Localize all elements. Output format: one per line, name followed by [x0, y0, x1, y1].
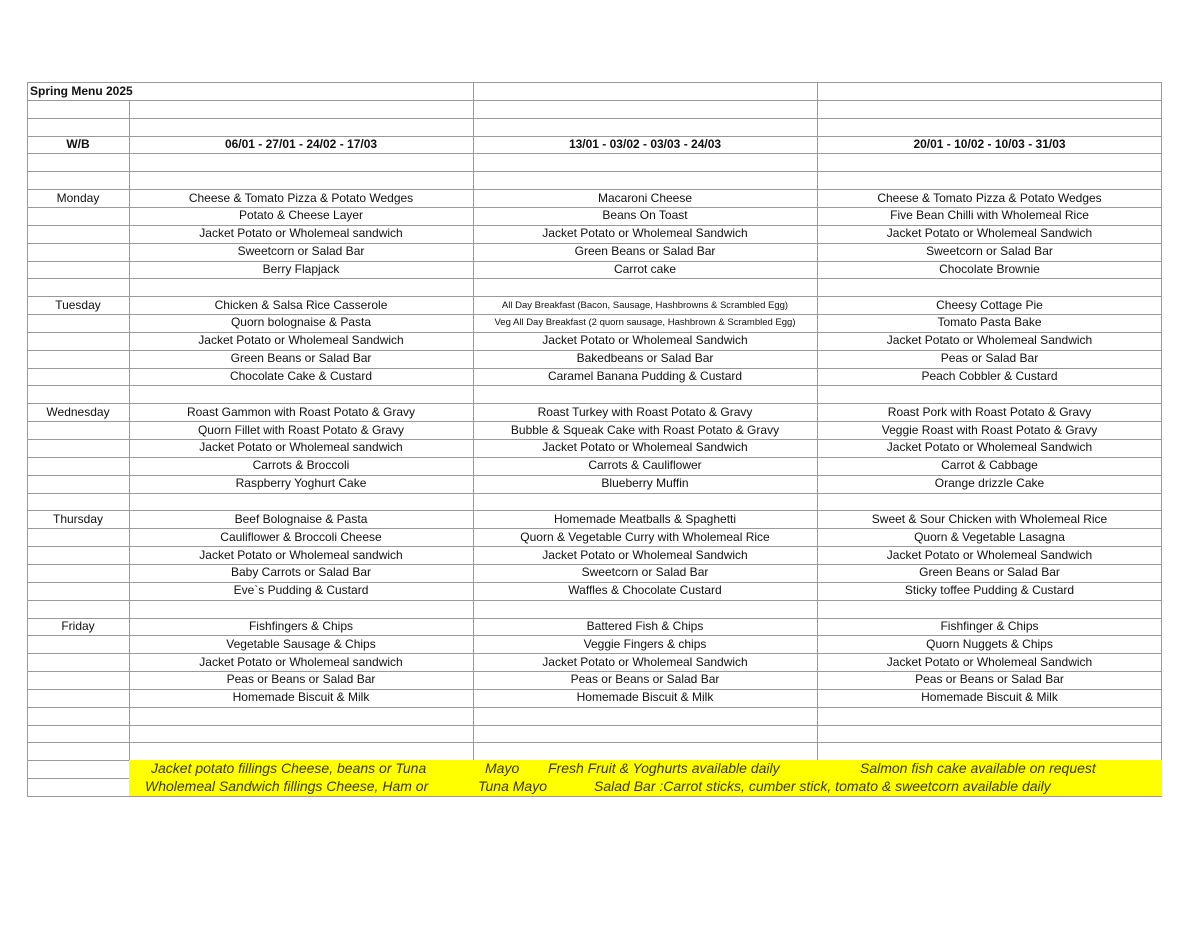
menu-item: Blueberry Muffin [601, 476, 689, 491]
jacket-potato-fillings-continued: Mayo [485, 760, 520, 776]
menu-item: Jacket Potato or Wholemeal Sandwich [542, 547, 748, 562]
menu-item: Bubble & Squeak Cake with Roast Potato & Gravy [510, 422, 780, 437]
menu-item: Peach Cobbler & Custard [921, 369, 1058, 383]
menu-item: Carrots & Cauliflower [588, 458, 702, 473]
jacket-potato-fillings-note: Jacket potato fillings Cheese, beans or Tuna [151, 760, 427, 776]
menu-item: Tomato Pasta Bake [937, 315, 1042, 330]
menu-item: Quorn bolognaise & Pasta [230, 315, 372, 330]
menu-item: Caramel Banana Pudding & Custard [547, 369, 743, 383]
menu-item: Roast Turkey with Roast Potato & Gravy [537, 404, 753, 419]
salmon-fish-cake-note: Salmon fish cake available on request [860, 760, 1096, 776]
menu-item: Chocolate Cake & Custard [229, 369, 373, 383]
menu-item: Macaroni Cheese [597, 190, 693, 205]
menu-item: Eve`s Pudding & Custard [233, 583, 369, 598]
menu-item: Jacket Potato or Wholemeal Sandwich [542, 654, 748, 669]
menu-item: Sweet & Sour Chicken with Wholemeal Rice [871, 511, 1108, 526]
menu-item: Cheese & Tomato Pizza & Potato Wedges [188, 190, 414, 205]
menu-item: Carrots & Broccoli [252, 458, 350, 473]
menu-item: Carrot cake [613, 261, 677, 276]
menu-item: Veg All Day Breakfast (2 quorn sausage, Hashbrown & Scrambled Egg) [494, 317, 796, 329]
menu-item: Sticky toffee Pudding & Custard [904, 583, 1075, 598]
menu-item: Fishfingers & Chips [248, 618, 354, 633]
menu-item: Sweetcorn or Salad Bar [237, 244, 365, 259]
grid-row-line [27, 742, 1162, 743]
menu-item: Sweetcorn or Salad Bar [926, 244, 1053, 259]
day-label: Friday [61, 618, 95, 633]
menu-item: Waffles & Chocolate Custard [568, 583, 722, 598]
menu-item: Jacket Potato or Wholemeal Sandwich [886, 547, 1093, 562]
menu-item: Veggie Fingers & chips [583, 636, 707, 651]
day-label: Monday [56, 190, 100, 205]
menu-item: Homemade Biscuit & Milk [921, 690, 1058, 705]
menu-item: Orange drizzle Cake [934, 476, 1045, 491]
week2-dates-header: 13/01 - 03/02 - 03/03 - 24/03 [568, 137, 722, 151]
menu-item: Vegetable Sausage & Chips [226, 636, 376, 651]
menu-item: Green Beans or Salad Bar [574, 244, 716, 259]
menu-item: Green Beans or Salad Bar [919, 565, 1060, 580]
menu-item: Quorn Fillet with Roast Potato & Gravy [197, 422, 405, 437]
sandwich-fillings-continued: Tuna Mayo [478, 778, 547, 794]
menu-item: Quorn & Vegetable Lasagna [914, 529, 1065, 544]
menu-item: Homemade Biscuit & Milk [232, 690, 370, 705]
week3-dates-header: 20/01 - 10/02 - 10/03 - 31/03 [913, 137, 1066, 151]
menu-item: Carrot & Cabbage [941, 458, 1038, 473]
menu-item: Jacket Potato or Wholemeal Sandwich [542, 440, 748, 455]
menu-item: Jacket Potato or Wholemeal Sandwich [198, 333, 404, 348]
menu-item: Quorn Nuggets & Chips [926, 636, 1053, 651]
menu-item: Roast Pork with Roast Potato & Gravy [887, 404, 1092, 419]
menu-item: Homemade Meatballs & Spaghetti [553, 511, 737, 526]
menu-item: Peas or Beans or Salad Bar [226, 672, 376, 687]
menu-item: Chicken & Salsa Rice Casserole [214, 297, 388, 312]
day-label: Wednesday [46, 404, 110, 419]
menu-item: Cauliflower & Broccoli Cheese [220, 529, 382, 544]
grid-row-line [27, 171, 1162, 172]
menu-item: Baby Carrots or Salad Bar [230, 565, 372, 580]
menu-item: Potato & Cheese Layer [238, 208, 364, 223]
sandwich-fillings-note: Wholemeal Sandwich fillings Cheese, Ham or [145, 778, 429, 794]
menu-item: All Day Breakfast (Bacon, Sausage, Hashbrowns & Scrambled Egg) [501, 299, 789, 311]
menu-item: Roast Gammon with Roast Potato & Gravy [186, 404, 416, 419]
menu-item: Raspberry Yoghurt Cake [235, 476, 367, 491]
menu-item: Beef Bolognaise & Pasta [234, 511, 368, 526]
day-label: Tuesday [55, 297, 101, 312]
menu-item: Veggie Roast with Roast Potato & Gravy [881, 422, 1098, 437]
menu-item: Fishfinger & Chips [940, 618, 1039, 633]
menu-item: Five Bean Chilli with Wholemeal Rice [890, 208, 1089, 223]
menu-item: Peas or Beans or Salad Bar [915, 672, 1064, 687]
menu-item: Sweetcorn or Salad Bar [581, 565, 709, 580]
grid-row-line [27, 725, 1162, 726]
menu-item: Green Beans or Salad Bar [230, 351, 372, 366]
grid-row-line [27, 118, 1162, 119]
menu-item: Jacket Potato or Wholemeal Sandwich [542, 333, 748, 348]
menu-item: Berry Flapjack [262, 261, 340, 276]
menu-title: Spring Menu 2025 [30, 84, 133, 98]
day-label: Thursday [52, 511, 104, 526]
salad-bar-note: Salad Bar :Carrot sticks, cumber stick, tomato & sweetcorn available daily [594, 778, 1051, 794]
menu-item: Jacket Potato or Wholemeal Sandwich [886, 333, 1093, 348]
menu-item: Peas or Salad Bar [940, 351, 1039, 366]
menu-item: Jacket Potato or Wholemeal sandwich [199, 226, 403, 241]
menu-item: Chocolate Brownie [939, 261, 1040, 276]
fresh-fruit-note: Fresh Fruit & Yoghurts available daily [548, 760, 780, 776]
menu-item: Homemade Biscuit & Milk [576, 690, 714, 705]
week1-dates-header: 06/01 - 27/01 - 24/02 - 17/03 [224, 137, 378, 151]
menu-item: Battered Fish & Chips [586, 618, 704, 633]
menu-item: Peas or Beans or Salad Bar [570, 672, 720, 687]
wb-header: W/B [66, 137, 90, 151]
menu-item: Jacket Potato or Wholemeal Sandwich [886, 226, 1093, 241]
menu-item: Jacket Potato or Wholemeal sandwich [199, 654, 403, 669]
menu-item: Bakedbeans or Salad Bar [576, 351, 714, 366]
menu-item: Cheesy Cottage Pie [936, 297, 1043, 312]
menu-item: Jacket Potato or Wholemeal Sandwich [542, 226, 748, 241]
menu-item: Cheese & Tomato Pizza & Potato Wedges [877, 190, 1102, 205]
menu-item: Quorn & Vegetable Curry with Wholemeal Rice [520, 529, 770, 544]
menu-item: Jacket Potato or Wholemeal sandwich [199, 547, 403, 562]
menu-item: Jacket Potato or Wholemeal sandwich [199, 440, 403, 455]
menu-item: Beans On Toast [602, 208, 688, 223]
grid-row-line [27, 796, 1162, 797]
menu-item: Jacket Potato or Wholemeal Sandwich [886, 654, 1093, 669]
menu-item: Jacket Potato or Wholemeal Sandwich [886, 440, 1093, 455]
